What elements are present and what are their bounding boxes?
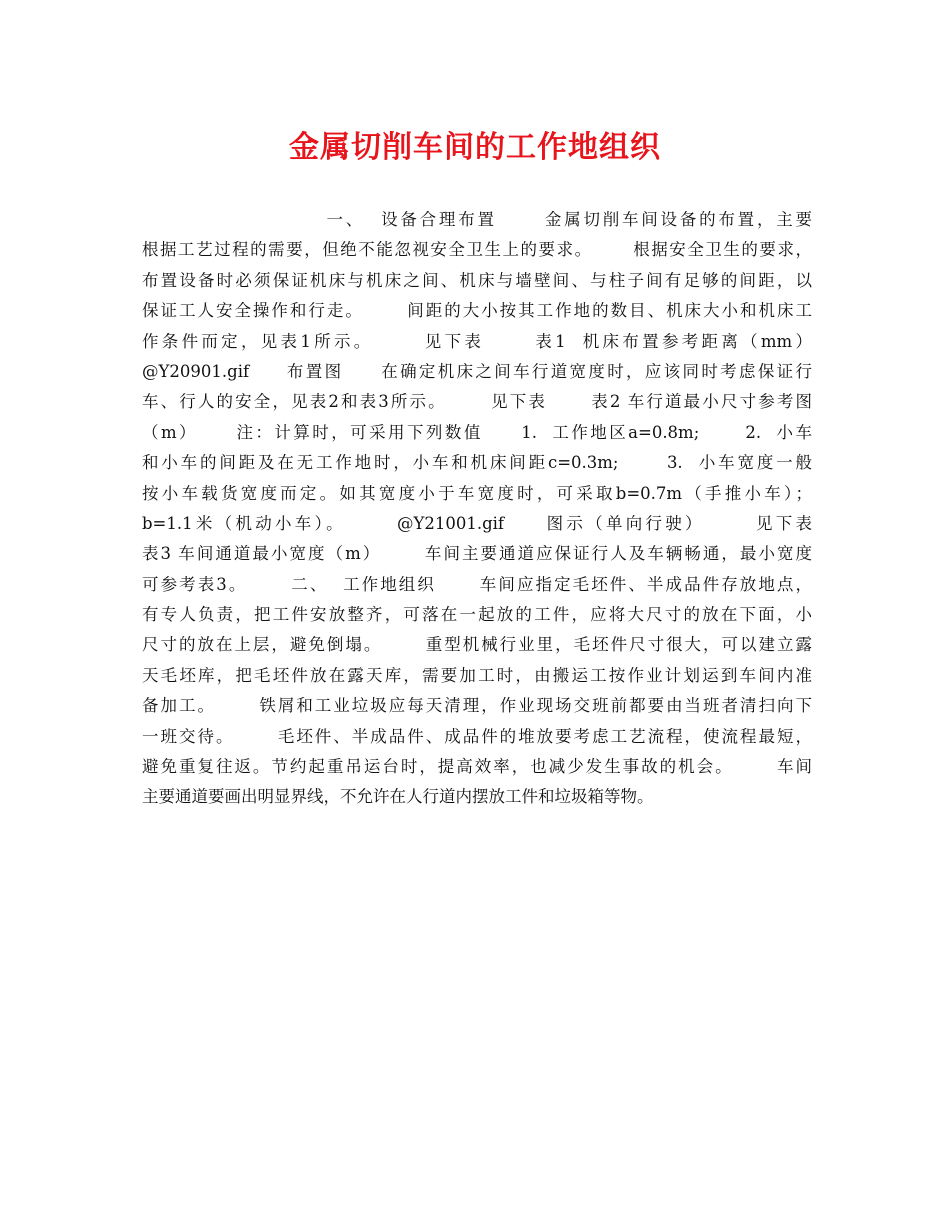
body-line: @Y20901.gif 布置图 在确定机床之间车行道宽度时，应该同时考虑保证行 bbox=[142, 361, 812, 381]
body-line: 天毛坯库，把毛坯件放在露天库，需要加工时，由搬运工按作业计划运到车间内准 bbox=[142, 665, 812, 685]
document-title: 金属切削车间的工作地组织 bbox=[289, 130, 661, 165]
body-line: 一班交待。 毛坯件、半成品件、成品件的堆放要考虑工艺流程，使流程最短， bbox=[142, 726, 812, 746]
body-line: 布置设备时必须保证机床与机床之间、机床与墙壁间、与柱子间有足够的间距，以 bbox=[142, 270, 812, 290]
document-body bbox=[142, 205, 812, 813]
body-line: 车、行人的安全，见表2和表3所示。 见下表 表2 车行道最小尺寸参考图 bbox=[142, 392, 812, 412]
body-line: b=1.1米（机动小车）。 @Y21001.gif 图示（单向行驶） 见下表 bbox=[142, 513, 812, 533]
body-line: 备加工。 铁屑和工业垃圾应每天清理，作业现场交班前都要由当班者清扫向下 bbox=[142, 696, 812, 716]
body-line: 避免重复往返。节约起重吊运台时，提高效率，也减少发生事故的机会。 车间 bbox=[142, 757, 812, 777]
body-line: 根据工艺过程的需要，但绝不能忽视安全卫生上的要求。 根据安全卫生的要求， bbox=[142, 240, 812, 260]
body-line: 保证工人安全操作和行走。 间距的大小按其工作地的数目、机床大小和机床工 bbox=[142, 301, 812, 321]
body-line: 主要通道要画出明显界线，不允许在人行道内摆放工件和垃圾箱等物。 bbox=[142, 787, 654, 807]
body-line: 按小车载货宽度而定。如其宽度小于车宽度时，可采取b=0.7m（手推小车）； bbox=[142, 483, 812, 503]
body-line: 尺寸的放在上层，避免倒塌。 重型机械行业里，毛坯件尺寸很大，可以建立露 bbox=[142, 635, 812, 655]
body-line: 有专人负责，把工件安放整齐，可落在一起放的工件，应将大尺寸的放在下面，小 bbox=[142, 605, 812, 625]
body-line: 一、 设备合理布置 金属切削车间设备的布置，主要 bbox=[142, 210, 812, 229]
body-line: 可参考表3。 二、 工作地组织 车间应指定毛坯件、半成品件存放地点， bbox=[142, 574, 812, 594]
body-line: 表3 车间通道最小宽度（m） 车间主要通道应保证行人及车辆畅通，最小宽度 bbox=[142, 544, 812, 564]
body-line: 和小车的间距及在无工作地时，小车和机床间距c=0.3m; 3. 小车宽度一般 bbox=[142, 453, 812, 473]
body-line: （m） 注：计算时，可采用下列数值 1. 工作地区a=0.8m; 2. 小车 bbox=[142, 422, 812, 442]
body-line: 作条件而定，见表1所示。 见下表 表1 机床布置参考距离（mm） bbox=[142, 331, 812, 351]
